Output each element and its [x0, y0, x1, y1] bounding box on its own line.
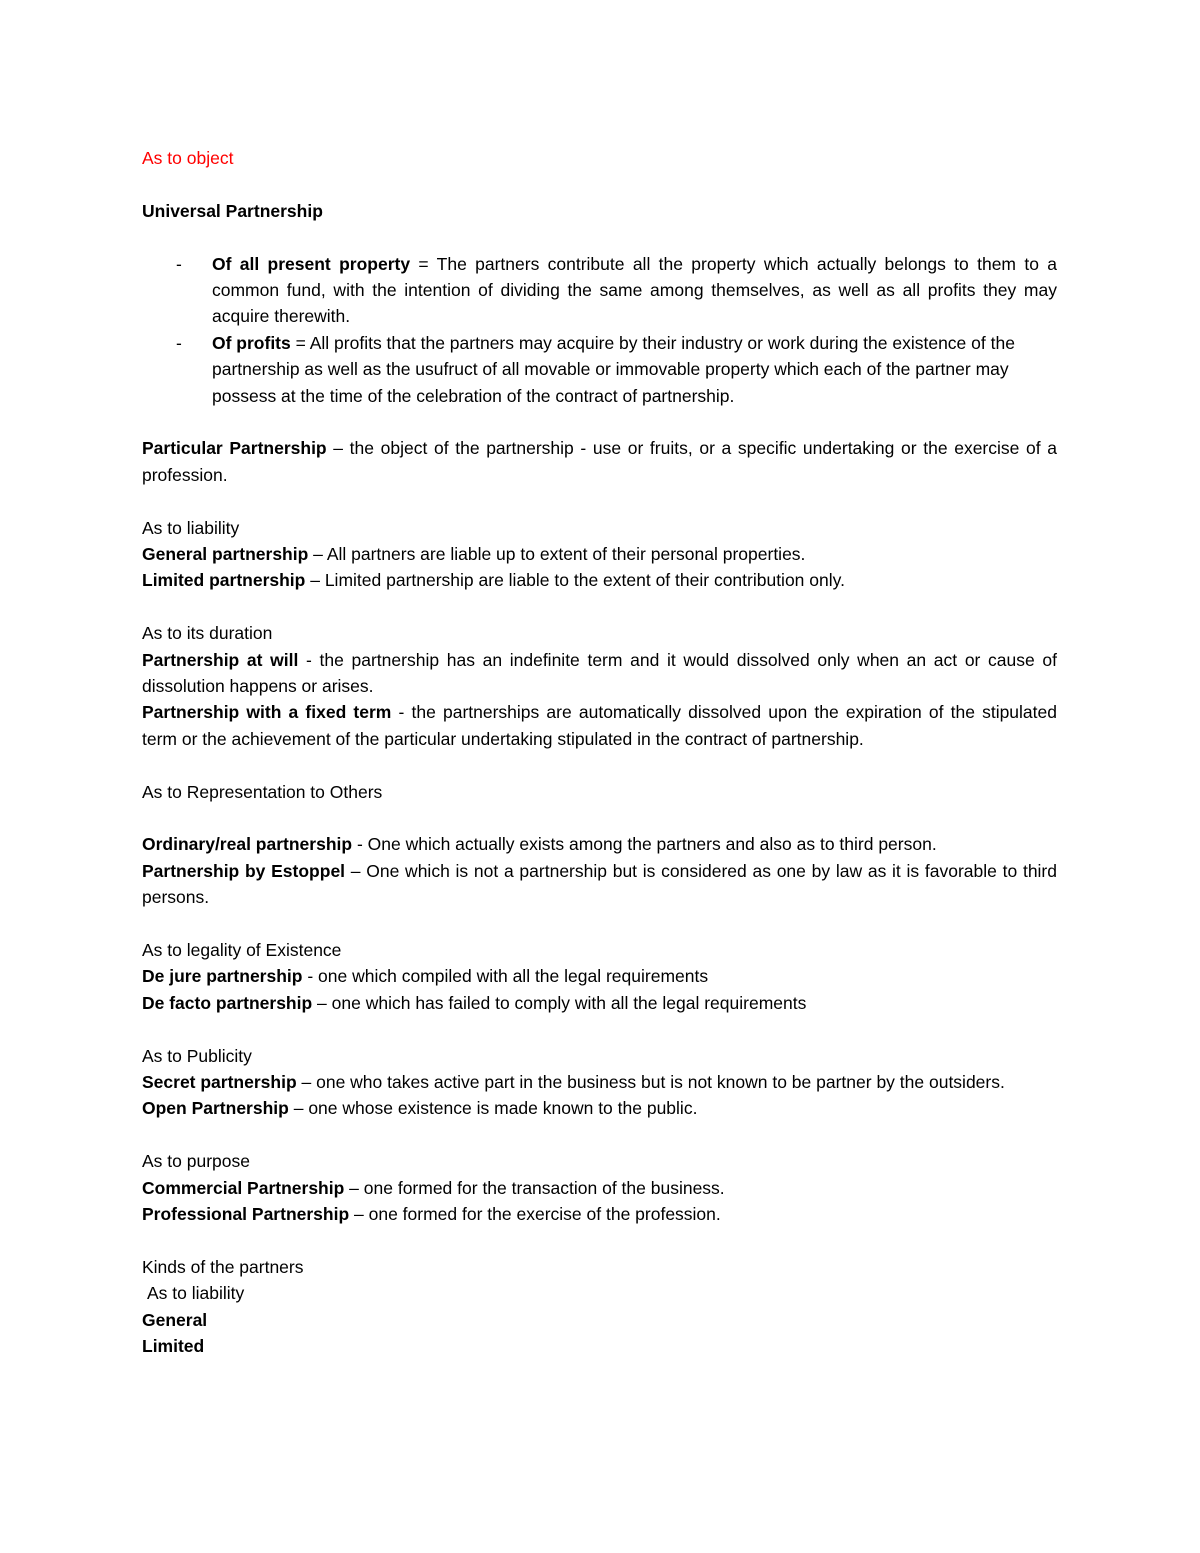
separator: – [345, 860, 367, 881]
limited-partnership [142, 567, 1057, 593]
section-heading-representation: As to Representation to Others [142, 781, 383, 802]
partnership-by-estoppel [142, 858, 1057, 911]
spacer [142, 1016, 1057, 1042]
separator: - [352, 834, 368, 855]
definition: All partners are liable up to extent of their personal properties. [326, 544, 806, 565]
definition: Limited partnership are liable to the extent of their contribution only. [324, 570, 845, 591]
spacer [142, 1122, 1057, 1148]
bullet-term: Of all present property [212, 253, 411, 274]
kinds-subheading-liability: As to liability [147, 1283, 245, 1304]
separator: – [296, 1072, 317, 1093]
general-partnership [142, 541, 1057, 567]
term: Particular Partnership [142, 438, 327, 459]
definition: one who takes active part in the business but is not known to be partner by the outsiders. [316, 1072, 1005, 1093]
section-heading-publicity: As to Publicity [142, 1045, 252, 1066]
ordinary-partnership [142, 831, 1057, 857]
section-heading-object: As to object [142, 148, 234, 168]
definition: one which has failed to comply with all the legal requirements [331, 992, 807, 1013]
bullet-text: All profits that the partners may acquire by their industry or work during the existence of the partnership as well as the usufruct of all movable or immovable property which each of the partner may possess at the time of the celebration of the contract of partnership. [212, 332, 1015, 406]
separator: – [312, 992, 332, 1013]
kind-limited: Limited [142, 1336, 205, 1357]
term: Partnership with a fixed term [142, 702, 392, 723]
definition: the object of the partnership - use or fruits, or a specific undertaking or the exercise of a profession. [142, 438, 1057, 485]
spacer [142, 594, 1057, 620]
definition: One which is not a partnership but is considered as one by law as it is favorable to third persons. [142, 860, 1057, 908]
bullet-separator: = [410, 253, 437, 274]
document-body [142, 145, 1057, 1360]
definition: the partnership has an indefinite term and it would dissolved only when an act or cause of dissolution happens or arises. [142, 649, 1057, 697]
section-heading-duration: As to its duration [142, 623, 273, 644]
spacer [142, 805, 1057, 831]
section-heading-liability: As to liability [142, 517, 240, 538]
open-partnership [142, 1095, 1057, 1121]
de-facto-partnership [142, 990, 1057, 1016]
bullet-separator: = [290, 332, 310, 353]
spacer [142, 409, 1057, 435]
definition: one which compiled with all the legal requirements [318, 966, 709, 987]
separator: – [308, 544, 327, 565]
professional-partnership [142, 1201, 1057, 1227]
term: De facto partnership [142, 992, 313, 1013]
bullet-dash: - [176, 253, 182, 274]
section-heading-purpose: As to purpose [142, 1151, 250, 1172]
kind-general: General [142, 1309, 208, 1330]
separator: - [302, 966, 319, 987]
term: Commercial Partnership [142, 1177, 345, 1198]
bullet-all-present-property [142, 251, 1057, 330]
de-jure-partnership [142, 963, 1057, 989]
bullet-dash: - [176, 332, 182, 353]
separator: - [298, 649, 320, 670]
term: Professional Partnership [142, 1204, 350, 1225]
spacer [142, 224, 1057, 250]
spacer [142, 488, 1057, 514]
definition: one formed for the exercise of the profession. [368, 1204, 721, 1225]
separator: – [305, 570, 325, 591]
section-heading-kinds-of-partners: Kinds of the partners [142, 1256, 304, 1277]
spacer [142, 752, 1057, 778]
spacer [142, 171, 1057, 197]
bullet-term: Of profits [212, 332, 291, 353]
term: Partnership at will [142, 649, 299, 670]
term: Partnership by Estoppel [142, 860, 346, 881]
separator: – [288, 1098, 309, 1119]
bullet-text: The partners contribute all the property which actually belongs to them to a common fund, with the intention of dividing the same among themselves, as well as all profits they may acquire therewith. [212, 253, 1057, 327]
term: Ordinary/real partnership [142, 834, 353, 855]
partnership-at-will [142, 647, 1057, 700]
term: General partnership [142, 544, 309, 565]
particular-partnership [142, 435, 1057, 488]
term: Secret partnership [142, 1072, 297, 1093]
separator: – [344, 1177, 364, 1198]
separator: - [391, 702, 412, 723]
spacer [142, 1228, 1057, 1254]
separator: – [326, 438, 350, 459]
commercial-partnership [142, 1175, 1057, 1201]
definition: one formed for the transaction of the business. [363, 1177, 725, 1198]
definition: one whose existence is made known to the public. [308, 1098, 698, 1119]
definition: the partnerships are automatically dissolved upon the expiration of the stipulated term or the achievement of the particular undertaking stipulated in the contract of partnership. [142, 702, 1057, 749]
separator: – [349, 1204, 369, 1225]
universal-partnership-title: Universal Partnership [142, 200, 323, 221]
term: Limited partnership [142, 570, 306, 591]
spacer [142, 911, 1057, 937]
secret-partnership [142, 1069, 1057, 1095]
bullet-profits [142, 330, 1057, 409]
term: De jure partnership [142, 966, 303, 987]
term: Open Partnership [142, 1098, 289, 1119]
definition: One which actually exists among the partners and also as to third person. [367, 834, 937, 855]
partnership-fixed-term [142, 699, 1057, 752]
section-heading-legality: As to legality of Existence [142, 940, 342, 961]
